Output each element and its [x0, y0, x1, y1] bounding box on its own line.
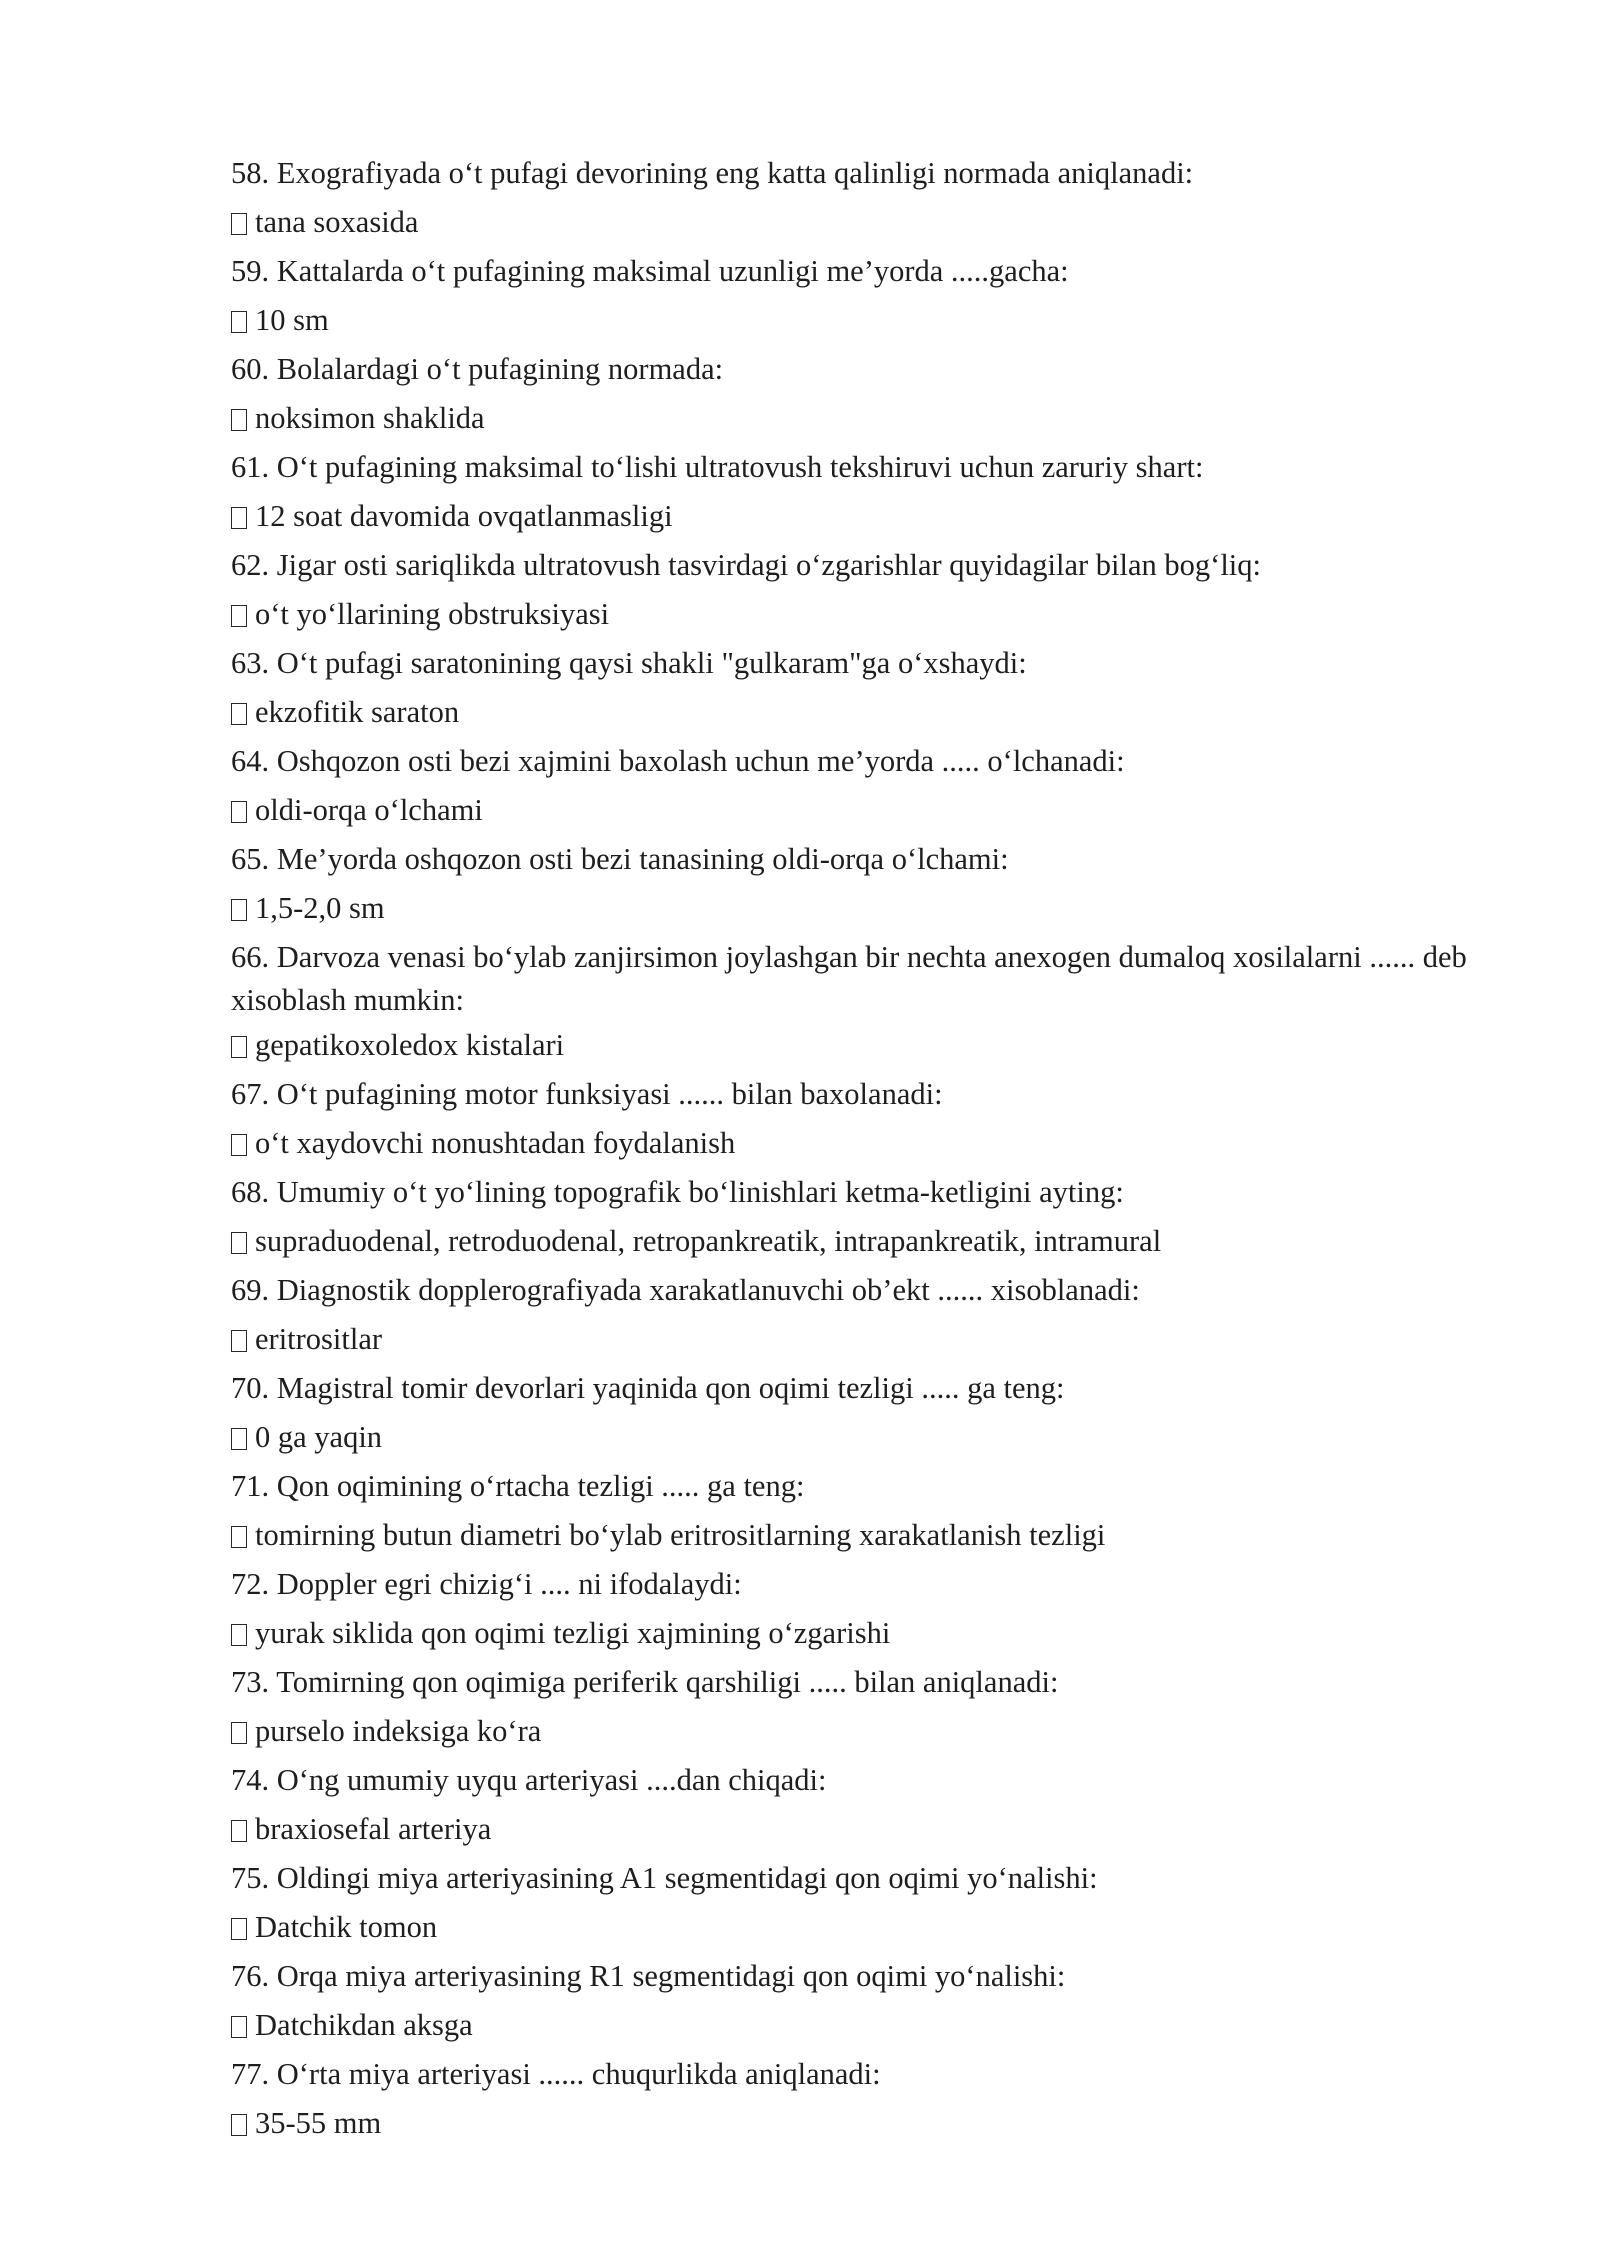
checkbox-icon [231, 1330, 247, 1352]
qa-item-76 [231, 1953, 1501, 2051]
checkbox-icon [231, 899, 247, 921]
qa-item-69 [231, 1267, 1501, 1365]
checkbox-icon [231, 1624, 247, 1646]
checkbox-icon [231, 213, 247, 235]
qa-item-77 [231, 2051, 1501, 2149]
answer-text: tana soxasida [255, 205, 419, 239]
question-74: 74. O‘ng umumiy uyqu arteriyasi ....dan chiqadi: [231, 1763, 827, 1797]
answer-62 [231, 591, 1501, 640]
question-76: 76. Orqa miya arteriyasining R1 segmentidagi qon oqimi yo‘nalishi: [231, 1959, 1066, 1993]
answer-70 [231, 1414, 1501, 1463]
question-61: 61. O‘t pufagining maksimal to‘lishi ultratovush tekshiruvi uchun zaruriy shart: [231, 450, 1204, 484]
answer-73 [231, 1708, 1501, 1757]
checkbox-icon [231, 1134, 247, 1156]
question-58: 58. Exografiyada o‘t pufagi devorining eng katta qalinligi normada aniqlanadi: [231, 156, 1194, 190]
checkbox-icon [231, 1526, 247, 1548]
qa-item-58 [231, 150, 1501, 248]
question-59: 59. Kattalarda o‘t pufagining maksimal uzunligi me’yorda .....gacha: [231, 254, 1069, 288]
answer-68 [231, 1218, 1501, 1267]
qa-item-67 [231, 1071, 1501, 1169]
answer-74 [231, 1806, 1501, 1855]
question-73: 73. Tomirning qon oqimiga periferik qarshiligi ..... bilan aniqlanadi: [231, 1665, 1059, 1699]
qa-item-63 [231, 640, 1501, 738]
qa-item-66 [231, 934, 1501, 1071]
answer-text: 0 ga yaqin [255, 1420, 383, 1454]
question-60: 60. Bolalardagi o‘t pufagining normada: [231, 352, 724, 386]
answer-61 [231, 493, 1501, 542]
answer-text: gepatikoxoledox kistalari [255, 1028, 565, 1062]
qa-item-74 [231, 1757, 1501, 1855]
answer-67 [231, 1120, 1501, 1169]
answer-text: tomirning butun diametri bo‘ylab eritrositlarning xarakatlanish tezligi [255, 1518, 1106, 1552]
qa-item-62 [231, 542, 1501, 640]
checkbox-icon [231, 703, 247, 725]
answer-64 [231, 787, 1501, 836]
qa-item-72 [231, 1561, 1501, 1659]
checkbox-icon [231, 1036, 247, 1058]
answer-59 [231, 297, 1501, 346]
checkbox-icon [231, 2016, 247, 2038]
answer-text: oldi-orqa o‘lchami [255, 793, 483, 827]
answer-text: 35-55 mm [255, 2106, 382, 2140]
answer-text: 10 sm [255, 303, 329, 337]
qa-item-68 [231, 1169, 1501, 1267]
answer-77 [231, 2100, 1501, 2149]
checkbox-icon [231, 507, 247, 529]
answer-text: noksimon shaklida [255, 401, 485, 435]
question-63: 63. O‘t pufagi saratonining qaysi shakli "gulkaram"ga o‘xshaydi: [231, 646, 1027, 680]
question-66: 66. Darvoza venasi bo‘ylab zanjirsimon joylashgan bir nechta anexogen dumaloq xosilalarni ...... deb xisoblash mumkin: [231, 940, 1467, 1017]
question-64: 64. Oshqozon osti bezi xajmini baxolash uchun me’yorda ..... o‘lchanadi: [231, 744, 1125, 778]
question-69: 69. Diagnostik dopplerografiyada xarakatlanuvchi ob’ekt ...... xisoblanadi: [231, 1273, 1140, 1307]
answer-text: 12 soat davomida ovqatlanmasligi [255, 499, 673, 533]
qa-item-61 [231, 444, 1501, 542]
answer-text: braxiosefal arteriya [255, 1812, 492, 1846]
answer-66 [231, 1022, 1501, 1071]
qa-item-73 [231, 1659, 1501, 1757]
answer-text: eritrositlar [255, 1322, 383, 1356]
answer-text: o‘t xaydovchi nonushtadan foydalanish [255, 1126, 736, 1160]
question-75: 75. Oldingi miya arteriyasining A1 segmentidagi qon oqimi yo‘nalishi: [231, 1861, 1098, 1895]
answer-text: Datchikdan aksga [255, 2008, 473, 2042]
answer-text: o‘t yo‘llarining obstruksiyasi [255, 597, 610, 631]
answer-text: ekzofitik saraton [255, 695, 460, 729]
qa-item-65 [231, 836, 1501, 934]
answer-text: 1,5-2,0 sm [255, 891, 385, 925]
qa-item-71 [231, 1463, 1501, 1561]
answer-76 [231, 2002, 1501, 2051]
answer-text: Datchik tomon [255, 1910, 438, 1944]
checkbox-icon [231, 1428, 247, 1450]
question-72: 72. Doppler egri chizig‘i .... ni ifodalaydi: [231, 1567, 742, 1601]
checkbox-icon [231, 409, 247, 431]
checkbox-icon [231, 1722, 247, 1744]
checkbox-icon [231, 311, 247, 333]
question-list [231, 150, 1501, 2149]
checkbox-icon [231, 1918, 247, 1940]
question-70: 70. Magistral tomir devorlari yaqinida qon oqimi tezligi ..... ga teng: [231, 1371, 1065, 1405]
answer-71 [231, 1512, 1501, 1561]
checkbox-icon [231, 1820, 247, 1842]
qa-item-75 [231, 1855, 1501, 1953]
qa-item-60 [231, 346, 1501, 444]
qa-item-64 [231, 738, 1501, 836]
answer-text: supraduodenal, retroduodenal, retropankreatik, intrapankreatik, intramural [255, 1224, 1162, 1258]
answer-60 [231, 395, 1501, 444]
answer-69 [231, 1316, 1501, 1365]
question-62: 62. Jigar osti sariqlikda ultratovush tasvirdagi o‘zgarishlar quyidagilar bilan bog‘liq: [231, 548, 1262, 582]
answer-text: yurak siklida qon oqimi tezligi xajmining o‘zgarishi [255, 1616, 891, 1650]
question-71: 71. Qon oqimining o‘rtacha tezligi ..... ga teng: [231, 1469, 805, 1503]
answer-75 [231, 1904, 1501, 1953]
checkbox-icon [231, 1232, 247, 1254]
checkbox-icon [231, 801, 247, 823]
answer-63 [231, 689, 1501, 738]
question-68: 68. Umumiy o‘t yo‘lining topografik bo‘linishlari ketma-ketligini ayting: [231, 1175, 1124, 1209]
answer-text: purselo indeksiga ko‘ra [255, 1714, 542, 1748]
qa-item-59 [231, 248, 1501, 346]
checkbox-icon [231, 2114, 247, 2136]
question-77: 77. O‘rta miya arteriyasi ...... chuqurlikda aniqlanadi: [231, 2057, 881, 2091]
answer-72 [231, 1610, 1501, 1659]
answer-58 [231, 199, 1501, 248]
question-67: 67. O‘t pufagining motor funksiyasi ...... bilan baxolanadi: [231, 1077, 943, 1111]
checkbox-icon [231, 605, 247, 627]
question-65: 65. Me’yorda oshqozon osti bezi tanasining oldi-orqa o‘lchami: [231, 842, 1009, 876]
answer-65 [231, 885, 1501, 934]
qa-item-70 [231, 1365, 1501, 1463]
